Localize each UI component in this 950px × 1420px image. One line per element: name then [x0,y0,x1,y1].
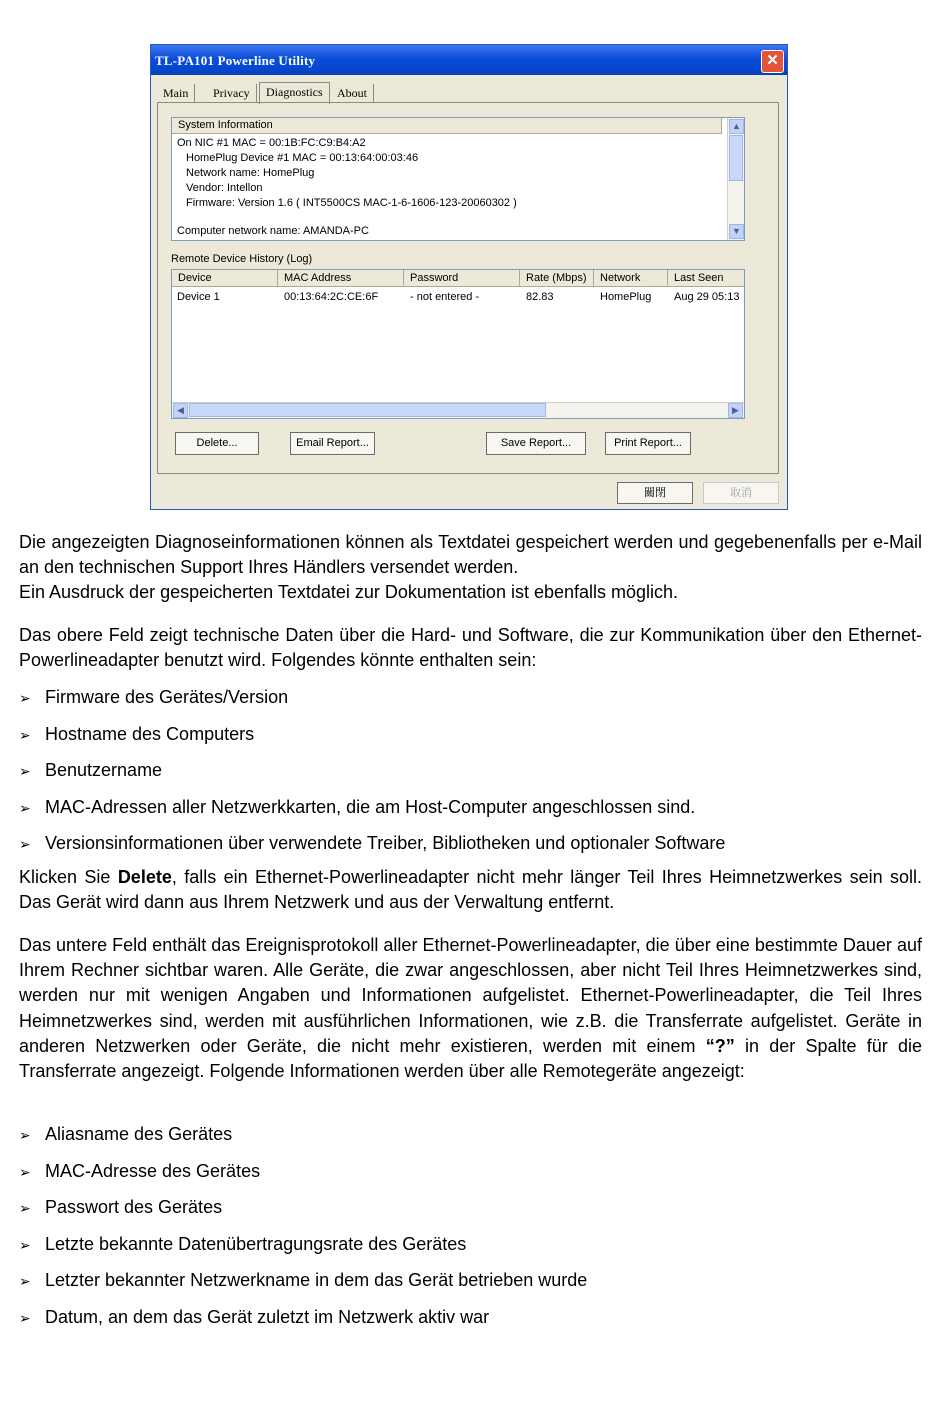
column-header-network[interactable]: Network [594,270,668,287]
lower-field-paragraph: Das untere Feld enthält das Ereignisprotokoll aller Ethernet-Powerlineadapter, die über eine bestimmte Dauer auf Ihrem Rechner sichtbar waren. Alle Geräte, die zwar angeschlossen, aber nicht Teil Ihres Heimnetzwerkes sind, werden nur mit wenigen Angaben und Informationen aufgelistet. Ethernet-Powerlineadapter, die Teil Ihres Heimnetzwerkes sind, werden mit ausführlichen Informationen, wie z.B. die Transferrate aufgelistet. Geräte in anderen Netzwerken oder Geräte, die nicht mehr existieren, werden mit einem “?” in der Spalte für die Transferrate angezeigt. Folgende Informationen werden über alle Remotegeräte angezeigt: [19,935,922,1082]
list-item: ➢ Versionsinformationen über verwendete Treiber, Bibliotheken und optionaler Software [19,832,725,856]
list-item: ➢ Datum, an dem das Gerät zuletzt im Netzwerk aktiv war [19,1306,489,1330]
list-item: ➢ Aliasname des Gerätes [19,1123,232,1147]
cell-password: - not entered - [410,291,480,303]
dialog-title: TL-PA101 Powerline Utility [155,53,316,68]
cell-last-seen: Aug 29 05:13 [674,291,740,303]
info-vertical-scrollbar[interactable] [727,118,744,240]
print-report-button[interactable]: Print Report... [605,432,691,455]
column-header-mac[interactable]: MAC Address [278,270,404,287]
tab-privacy[interactable]: Privacy [207,84,257,102]
arrow-bullet-icon: ➢ [19,837,31,853]
question-mark-emphasis: “?” [705,1035,735,1056]
email-report-button[interactable]: Email Report... [290,432,375,455]
arrow-bullet-icon: ➢ [19,1165,31,1181]
arrow-bullet-icon: ➢ [19,691,31,707]
arrow-bullet-icon: ➢ [19,1201,31,1217]
info-line: Firmware: Version 1.6 ( INT5500CS MAC-1-6-1606-123-20060302 ) [186,197,517,209]
list-item: ➢ Hostname des Computers [19,723,254,747]
arrow-bullet-icon: ➢ [19,764,31,780]
info-line: On NIC #1 MAC = 00:1B:FC:C9:B4:A2 [177,137,366,149]
system-info-box[interactable] [171,117,745,241]
arrow-bullet-icon: ➢ [19,728,31,744]
arrow-bullet-icon: ➢ [19,801,31,817]
dialog-titlebar [151,45,787,75]
arrow-bullet-icon: ➢ [19,1274,31,1290]
scroll-up-icon[interactable]: ▲ [729,119,744,134]
intro-text: Die angezeigten Diagnoseinformationen können als Textdatei gespeichert werden und gegebenenfalls per e-Mail an den technischen Support Ihres Händlers versendet werden. [19,532,922,578]
intro-text-2: Ein Ausdruck der gespeicherten Textdatei zur Dokumentation ist ebenfalls möglich. [19,582,679,603]
info-line: Vendor: Intellon [186,182,263,194]
system-info-header: System Information [172,118,722,134]
scroll-down-icon[interactable]: ▼ [729,224,744,239]
list-item: ➢ Letzte bekannte Datenübertragungsrate des Gerätes [19,1233,466,1257]
info-line: HomePlug Device #1 MAC = 00:13:64:00:03:46 [186,152,419,164]
device-log-table[interactable] [171,269,745,419]
list-item: ➢ Passwort des Gerätes [19,1196,222,1220]
tab-diagnostics[interactable]: Diagnostics [259,82,330,104]
list-item: ➢ MAC-Adresse des Gerätes [19,1160,260,1184]
scroll-right-icon[interactable]: ▶ [728,403,743,418]
arrow-bullet-icon: ➢ [19,1128,31,1144]
intro-paragraph [19,530,922,606]
scroll-left-icon[interactable]: ◀ [173,403,188,418]
list-item: ➢ Benutzername [19,759,162,783]
cell-device: Device 1 [177,291,220,303]
column-header-rate[interactable]: Rate (Mbps) [520,270,594,287]
delete-button[interactable]: Delete... [175,432,259,455]
upper-field-paragraph: Das obere Feld zeigt technische Daten über die Hard- und Software, die zur Kommunikation über den Ethernet-Powerlineadapter benutzt wird. Folgendes könnte enthalten sein: [19,625,922,671]
arrow-bullet-icon: ➢ [19,1311,31,1327]
cancel-button: 取消 [703,482,779,504]
list-item: ➢ MAC-Adressen aller Netzwerkkarten, die am Host-Computer angeschlossen sind. [19,796,695,820]
column-header-device[interactable]: Device [172,270,278,287]
cell-rate: 82.83 [526,291,554,303]
close-button[interactable]: 關閉 [617,482,693,504]
delete-emphasis: Delete [117,867,172,887]
scroll-thumb[interactable] [729,135,743,181]
info-line: Network name: HomePlug [186,167,315,179]
list-item: ➢ Firmware des Gerätes/Version [19,686,288,710]
column-header-last-seen[interactable]: Last Seen [668,270,745,287]
column-header-password[interactable]: Password [404,270,520,287]
delete-paragraph: Klicken Sie Delete, falls ein Ethernet-Powerlineadapter nicht mehr länger Teil Ihres Heimnetzwerkes sein soll. Das Gerät wird dann aus Ihrem Netzwerk und aus der Verwaltung entfernt. [19,867,923,913]
tab-about[interactable]: About [331,84,374,102]
tab-main[interactable]: Main [157,84,195,102]
cell-mac: 00:13:64:2C:CE:6F [284,291,379,303]
scroll-thumb[interactable] [189,403,546,417]
list-item: ➢ Letzter bekannter Netzwerkname in dem das Gerät betrieben wurde [19,1269,587,1293]
utility-dialog-screenshot [150,44,788,510]
log-label: Remote Device History (Log) [171,253,313,265]
log-horizontal-scrollbar[interactable] [172,402,744,418]
save-report-button[interactable]: Save Report... [486,432,586,455]
info-line: Computer network name: AMANDA-PC [177,225,369,237]
arrow-bullet-icon: ➢ [19,1238,31,1254]
close-icon[interactable]: ✕ [761,50,784,73]
cell-network: HomePlug [600,291,652,303]
